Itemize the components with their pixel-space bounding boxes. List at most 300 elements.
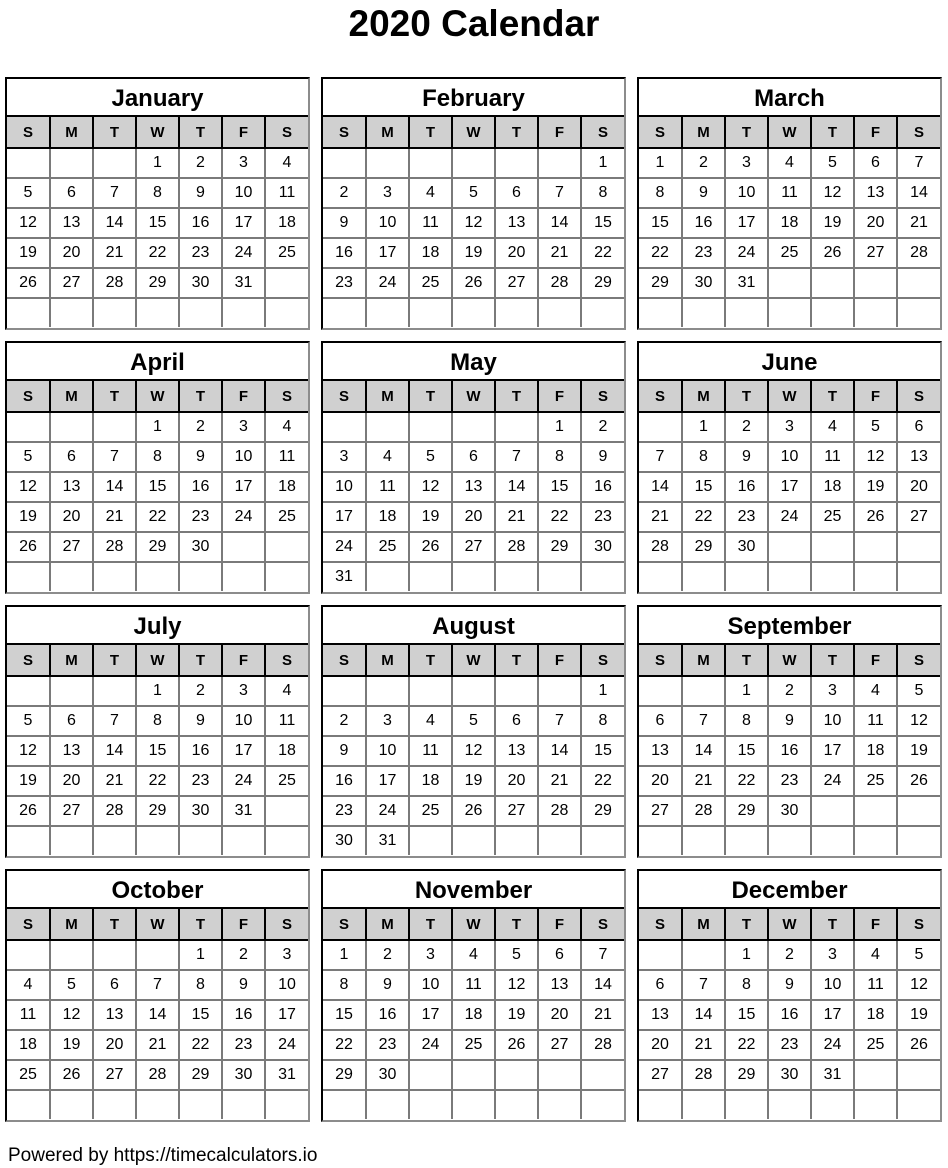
- day-cell: 22: [682, 502, 725, 532]
- day-cell: [50, 940, 93, 970]
- weekday-header: S: [581, 909, 624, 940]
- day-cell: 1: [725, 676, 768, 706]
- week-row: [639, 562, 940, 591]
- week-row: [7, 472, 308, 502]
- weekday-header: T: [93, 645, 136, 676]
- day-cell: 25: [854, 766, 897, 796]
- day-cell: 19: [7, 766, 50, 796]
- day-cell: 22: [581, 238, 624, 268]
- month-table: [639, 909, 940, 1119]
- day-cell: 20: [495, 238, 538, 268]
- day-cell: 15: [581, 208, 624, 238]
- day-cell: 29: [538, 532, 581, 562]
- day-cell: 27: [50, 532, 93, 562]
- day-cell: 3: [222, 412, 265, 442]
- day-cell: 16: [222, 1000, 265, 1030]
- day-cell: [366, 676, 409, 706]
- day-cell: 21: [93, 502, 136, 532]
- weekday-header: T: [725, 381, 768, 412]
- day-cell: [811, 1090, 854, 1119]
- day-cell: 1: [639, 148, 682, 178]
- day-cell: [409, 1090, 452, 1119]
- day-cell: 19: [854, 472, 897, 502]
- day-cell: [581, 1060, 624, 1090]
- weekday-header: W: [452, 645, 495, 676]
- day-cell: [725, 298, 768, 327]
- month-block: [5, 341, 310, 594]
- day-cell: 26: [897, 1030, 940, 1060]
- month-title: March: [639, 79, 940, 117]
- week-row: [639, 532, 940, 562]
- week-row: [639, 178, 940, 208]
- weekday-header: T: [93, 909, 136, 940]
- day-cell: [495, 148, 538, 178]
- day-cell: [179, 826, 222, 855]
- day-cell: 1: [581, 148, 624, 178]
- day-cell: 28: [136, 1060, 179, 1090]
- day-cell: 17: [323, 502, 366, 532]
- day-cell: 26: [452, 268, 495, 298]
- day-cell: 4: [811, 412, 854, 442]
- weekday-header: W: [452, 381, 495, 412]
- day-cell: [265, 562, 308, 591]
- weekday-header: S: [639, 117, 682, 148]
- day-cell: 6: [50, 706, 93, 736]
- week-row: [7, 442, 308, 472]
- day-cell: [7, 1090, 50, 1119]
- day-cell: 5: [452, 706, 495, 736]
- day-cell: 28: [538, 796, 581, 826]
- day-cell: 8: [682, 442, 725, 472]
- weekday-header: F: [538, 117, 581, 148]
- day-cell: [854, 1060, 897, 1090]
- day-cell: 2: [323, 706, 366, 736]
- day-cell: 28: [639, 532, 682, 562]
- day-cell: [93, 148, 136, 178]
- month-title: July: [7, 607, 308, 645]
- day-cell: 30: [725, 532, 768, 562]
- day-cell: 1: [136, 676, 179, 706]
- day-cell: [495, 562, 538, 591]
- week-row: [323, 940, 624, 970]
- day-cell: 4: [366, 442, 409, 472]
- day-cell: 29: [581, 796, 624, 826]
- month-block: [5, 869, 310, 1122]
- day-cell: [581, 826, 624, 855]
- day-cell: [854, 298, 897, 327]
- day-cell: 27: [50, 268, 93, 298]
- day-cell: 7: [495, 442, 538, 472]
- weekday-header: S: [639, 645, 682, 676]
- day-cell: [265, 826, 308, 855]
- weekday-header: M: [50, 117, 93, 148]
- day-cell: 20: [495, 766, 538, 796]
- day-cell: 27: [639, 1060, 682, 1090]
- week-row: [7, 298, 308, 327]
- day-cell: 9: [768, 706, 811, 736]
- day-cell: 1: [725, 940, 768, 970]
- day-cell: 28: [682, 796, 725, 826]
- day-cell: [682, 1090, 725, 1119]
- weekday-header-row: [323, 645, 624, 676]
- day-cell: 23: [725, 502, 768, 532]
- day-cell: 12: [495, 970, 538, 1000]
- day-cell: 9: [179, 442, 222, 472]
- day-cell: 26: [452, 796, 495, 826]
- day-cell: [452, 676, 495, 706]
- day-cell: [409, 298, 452, 327]
- day-cell: [366, 298, 409, 327]
- day-cell: 3: [725, 148, 768, 178]
- day-cell: 10: [222, 706, 265, 736]
- day-cell: 9: [768, 970, 811, 1000]
- weekday-header: S: [323, 645, 366, 676]
- weekday-header: M: [50, 909, 93, 940]
- day-cell: [7, 562, 50, 591]
- day-cell: 18: [265, 736, 308, 766]
- weekday-header-row: [7, 117, 308, 148]
- day-cell: 25: [768, 238, 811, 268]
- day-cell: 27: [495, 796, 538, 826]
- day-cell: [811, 298, 854, 327]
- day-cell: [811, 268, 854, 298]
- day-cell: 3: [366, 178, 409, 208]
- day-cell: [639, 412, 682, 442]
- day-cell: 4: [854, 940, 897, 970]
- day-cell: [897, 1090, 940, 1119]
- day-cell: 2: [179, 148, 222, 178]
- day-cell: 18: [854, 1000, 897, 1030]
- day-cell: 8: [581, 706, 624, 736]
- day-cell: [768, 562, 811, 591]
- month-title: January: [7, 79, 308, 117]
- month-block: [637, 869, 942, 1122]
- weekday-header: T: [93, 381, 136, 412]
- week-row: [7, 766, 308, 796]
- day-cell: [581, 562, 624, 591]
- week-row: [323, 796, 624, 826]
- day-cell: [265, 298, 308, 327]
- day-cell: 10: [768, 442, 811, 472]
- day-cell: 11: [265, 178, 308, 208]
- weekday-header: S: [265, 645, 308, 676]
- weekday-header: F: [854, 117, 897, 148]
- day-cell: [409, 148, 452, 178]
- day-cell: [538, 562, 581, 591]
- day-cell: 7: [639, 442, 682, 472]
- week-row: [7, 940, 308, 970]
- day-cell: 16: [323, 766, 366, 796]
- day-cell: 9: [222, 970, 265, 1000]
- day-cell: [366, 412, 409, 442]
- day-cell: 22: [136, 502, 179, 532]
- day-cell: 29: [639, 268, 682, 298]
- weekday-header-row: [323, 381, 624, 412]
- week-row: [639, 238, 940, 268]
- day-cell: [495, 826, 538, 855]
- day-cell: 18: [409, 238, 452, 268]
- day-cell: 2: [725, 412, 768, 442]
- weekday-header-row: [639, 381, 940, 412]
- day-cell: 1: [682, 412, 725, 442]
- weekday-header: S: [323, 909, 366, 940]
- day-cell: 31: [366, 826, 409, 855]
- day-cell: [366, 1090, 409, 1119]
- day-cell: 2: [323, 178, 366, 208]
- day-cell: [93, 298, 136, 327]
- day-cell: 17: [768, 472, 811, 502]
- day-cell: 24: [811, 1030, 854, 1060]
- day-cell: 21: [682, 1030, 725, 1060]
- day-cell: 31: [323, 562, 366, 591]
- day-cell: 1: [136, 412, 179, 442]
- day-cell: [854, 1090, 897, 1119]
- day-cell: 26: [7, 268, 50, 298]
- day-cell: 23: [179, 502, 222, 532]
- week-row: [639, 1000, 940, 1030]
- day-cell: 20: [50, 238, 93, 268]
- day-cell: 7: [538, 706, 581, 736]
- week-row: [323, 472, 624, 502]
- day-cell: 7: [93, 178, 136, 208]
- day-cell: 21: [897, 208, 940, 238]
- day-cell: 20: [639, 1030, 682, 1060]
- day-cell: 13: [495, 208, 538, 238]
- day-cell: 19: [897, 736, 940, 766]
- week-row: [323, 1000, 624, 1030]
- day-cell: 18: [768, 208, 811, 238]
- day-cell: 10: [222, 442, 265, 472]
- day-cell: 14: [897, 178, 940, 208]
- week-row: [7, 1030, 308, 1060]
- day-cell: [854, 562, 897, 591]
- week-row: [639, 796, 940, 826]
- day-cell: [7, 148, 50, 178]
- week-row: [323, 532, 624, 562]
- day-cell: 10: [811, 706, 854, 736]
- day-cell: 11: [452, 970, 495, 1000]
- day-cell: [409, 1060, 452, 1090]
- day-cell: 31: [811, 1060, 854, 1090]
- day-cell: [639, 826, 682, 855]
- day-cell: 13: [897, 442, 940, 472]
- week-row: [7, 178, 308, 208]
- day-cell: 9: [179, 706, 222, 736]
- day-cell: [323, 1090, 366, 1119]
- day-cell: [265, 796, 308, 826]
- day-cell: 26: [7, 532, 50, 562]
- day-cell: 25: [7, 1060, 50, 1090]
- day-cell: 16: [366, 1000, 409, 1030]
- week-row: [323, 502, 624, 532]
- month-block: [637, 605, 942, 858]
- day-cell: [265, 1090, 308, 1119]
- day-cell: 22: [179, 1030, 222, 1060]
- day-cell: [265, 268, 308, 298]
- weekday-header: T: [179, 117, 222, 148]
- month-title: May: [323, 343, 624, 381]
- day-cell: 5: [50, 970, 93, 1000]
- day-cell: [136, 298, 179, 327]
- day-cell: 10: [725, 178, 768, 208]
- day-cell: 22: [538, 502, 581, 532]
- weekday-header: W: [452, 909, 495, 940]
- day-cell: 15: [136, 736, 179, 766]
- week-row: [639, 766, 940, 796]
- day-cell: [50, 562, 93, 591]
- month-block: [321, 605, 626, 858]
- weekday-header: M: [50, 645, 93, 676]
- day-cell: 12: [452, 208, 495, 238]
- day-cell: [7, 940, 50, 970]
- weekday-header: S: [897, 645, 940, 676]
- day-cell: 27: [538, 1030, 581, 1060]
- day-cell: [811, 826, 854, 855]
- day-cell: 22: [581, 766, 624, 796]
- day-cell: 8: [323, 970, 366, 1000]
- weekday-header: S: [639, 381, 682, 412]
- week-row: [639, 1030, 940, 1060]
- day-cell: 29: [323, 1060, 366, 1090]
- day-cell: 4: [7, 970, 50, 1000]
- day-cell: 13: [50, 472, 93, 502]
- day-cell: 21: [581, 1000, 624, 1030]
- weekday-header: W: [768, 117, 811, 148]
- day-cell: 10: [366, 208, 409, 238]
- page-title: 2020 Calendar: [348, 3, 600, 44]
- month-title: June: [639, 343, 940, 381]
- day-cell: [452, 148, 495, 178]
- week-row: [639, 940, 940, 970]
- day-cell: 6: [538, 940, 581, 970]
- weekday-header: M: [50, 381, 93, 412]
- day-cell: 23: [768, 1030, 811, 1060]
- day-cell: 4: [265, 148, 308, 178]
- weekday-header: W: [768, 381, 811, 412]
- day-cell: 10: [409, 970, 452, 1000]
- day-cell: 18: [366, 502, 409, 532]
- day-cell: [495, 412, 538, 442]
- day-cell: 7: [682, 706, 725, 736]
- day-cell: 9: [323, 208, 366, 238]
- day-cell: [50, 1090, 93, 1119]
- day-cell: 22: [136, 238, 179, 268]
- day-cell: 14: [682, 736, 725, 766]
- day-cell: 3: [323, 442, 366, 472]
- week-row: [323, 412, 624, 442]
- weekday-header: T: [409, 117, 452, 148]
- day-cell: 30: [682, 268, 725, 298]
- week-row: [7, 148, 308, 178]
- week-row: [323, 1090, 624, 1119]
- week-row: [7, 1060, 308, 1090]
- day-cell: 19: [50, 1030, 93, 1060]
- day-cell: 21: [495, 502, 538, 532]
- day-cell: 24: [265, 1030, 308, 1060]
- day-cell: 17: [265, 1000, 308, 1030]
- day-cell: 18: [265, 208, 308, 238]
- weekday-header-row: [7, 909, 308, 940]
- day-cell: [538, 298, 581, 327]
- week-row: [323, 442, 624, 472]
- day-cell: 1: [581, 676, 624, 706]
- day-cell: 14: [639, 472, 682, 502]
- weekday-header: F: [222, 117, 265, 148]
- day-cell: [93, 676, 136, 706]
- month-block: [321, 869, 626, 1122]
- day-cell: 29: [179, 1060, 222, 1090]
- day-cell: [452, 826, 495, 855]
- day-cell: 16: [581, 472, 624, 502]
- day-cell: [50, 676, 93, 706]
- weekday-header: M: [366, 117, 409, 148]
- weekday-header-row: [323, 117, 624, 148]
- day-cell: 14: [682, 1000, 725, 1030]
- day-cell: 22: [725, 1030, 768, 1060]
- weekday-header-row: [639, 909, 940, 940]
- week-row: [7, 676, 308, 706]
- weekday-header: T: [811, 909, 854, 940]
- day-cell: 24: [323, 532, 366, 562]
- day-cell: 2: [366, 940, 409, 970]
- month-table: [7, 645, 308, 855]
- day-cell: 26: [495, 1030, 538, 1060]
- day-cell: 26: [50, 1060, 93, 1090]
- day-cell: [495, 298, 538, 327]
- weekday-header: M: [682, 117, 725, 148]
- day-cell: [452, 1090, 495, 1119]
- day-cell: [768, 826, 811, 855]
- day-cell: 21: [93, 238, 136, 268]
- week-row: [323, 1060, 624, 1090]
- day-cell: 23: [222, 1030, 265, 1060]
- day-cell: 13: [495, 736, 538, 766]
- week-row: [7, 736, 308, 766]
- week-row: [7, 268, 308, 298]
- day-cell: [639, 298, 682, 327]
- day-cell: 28: [682, 1060, 725, 1090]
- day-cell: 31: [725, 268, 768, 298]
- day-cell: 12: [7, 472, 50, 502]
- weekday-header: F: [854, 645, 897, 676]
- day-cell: 17: [366, 766, 409, 796]
- day-cell: 4: [409, 178, 452, 208]
- month-block: [5, 605, 310, 858]
- day-cell: [452, 298, 495, 327]
- month-table: [323, 381, 624, 591]
- day-cell: [854, 796, 897, 826]
- week-row: [323, 706, 624, 736]
- day-cell: 30: [366, 1060, 409, 1090]
- day-cell: 5: [7, 442, 50, 472]
- day-cell: 11: [811, 442, 854, 472]
- day-cell: 3: [265, 940, 308, 970]
- day-cell: 15: [725, 1000, 768, 1030]
- week-row: [7, 502, 308, 532]
- day-cell: 23: [581, 502, 624, 532]
- month-title: December: [639, 871, 940, 909]
- day-cell: 4: [768, 148, 811, 178]
- day-cell: 14: [538, 736, 581, 766]
- weekday-header: T: [179, 381, 222, 412]
- day-cell: 30: [179, 268, 222, 298]
- day-cell: 3: [222, 148, 265, 178]
- day-cell: [7, 676, 50, 706]
- day-cell: [409, 562, 452, 591]
- day-cell: 15: [136, 208, 179, 238]
- day-cell: [897, 796, 940, 826]
- day-cell: [409, 676, 452, 706]
